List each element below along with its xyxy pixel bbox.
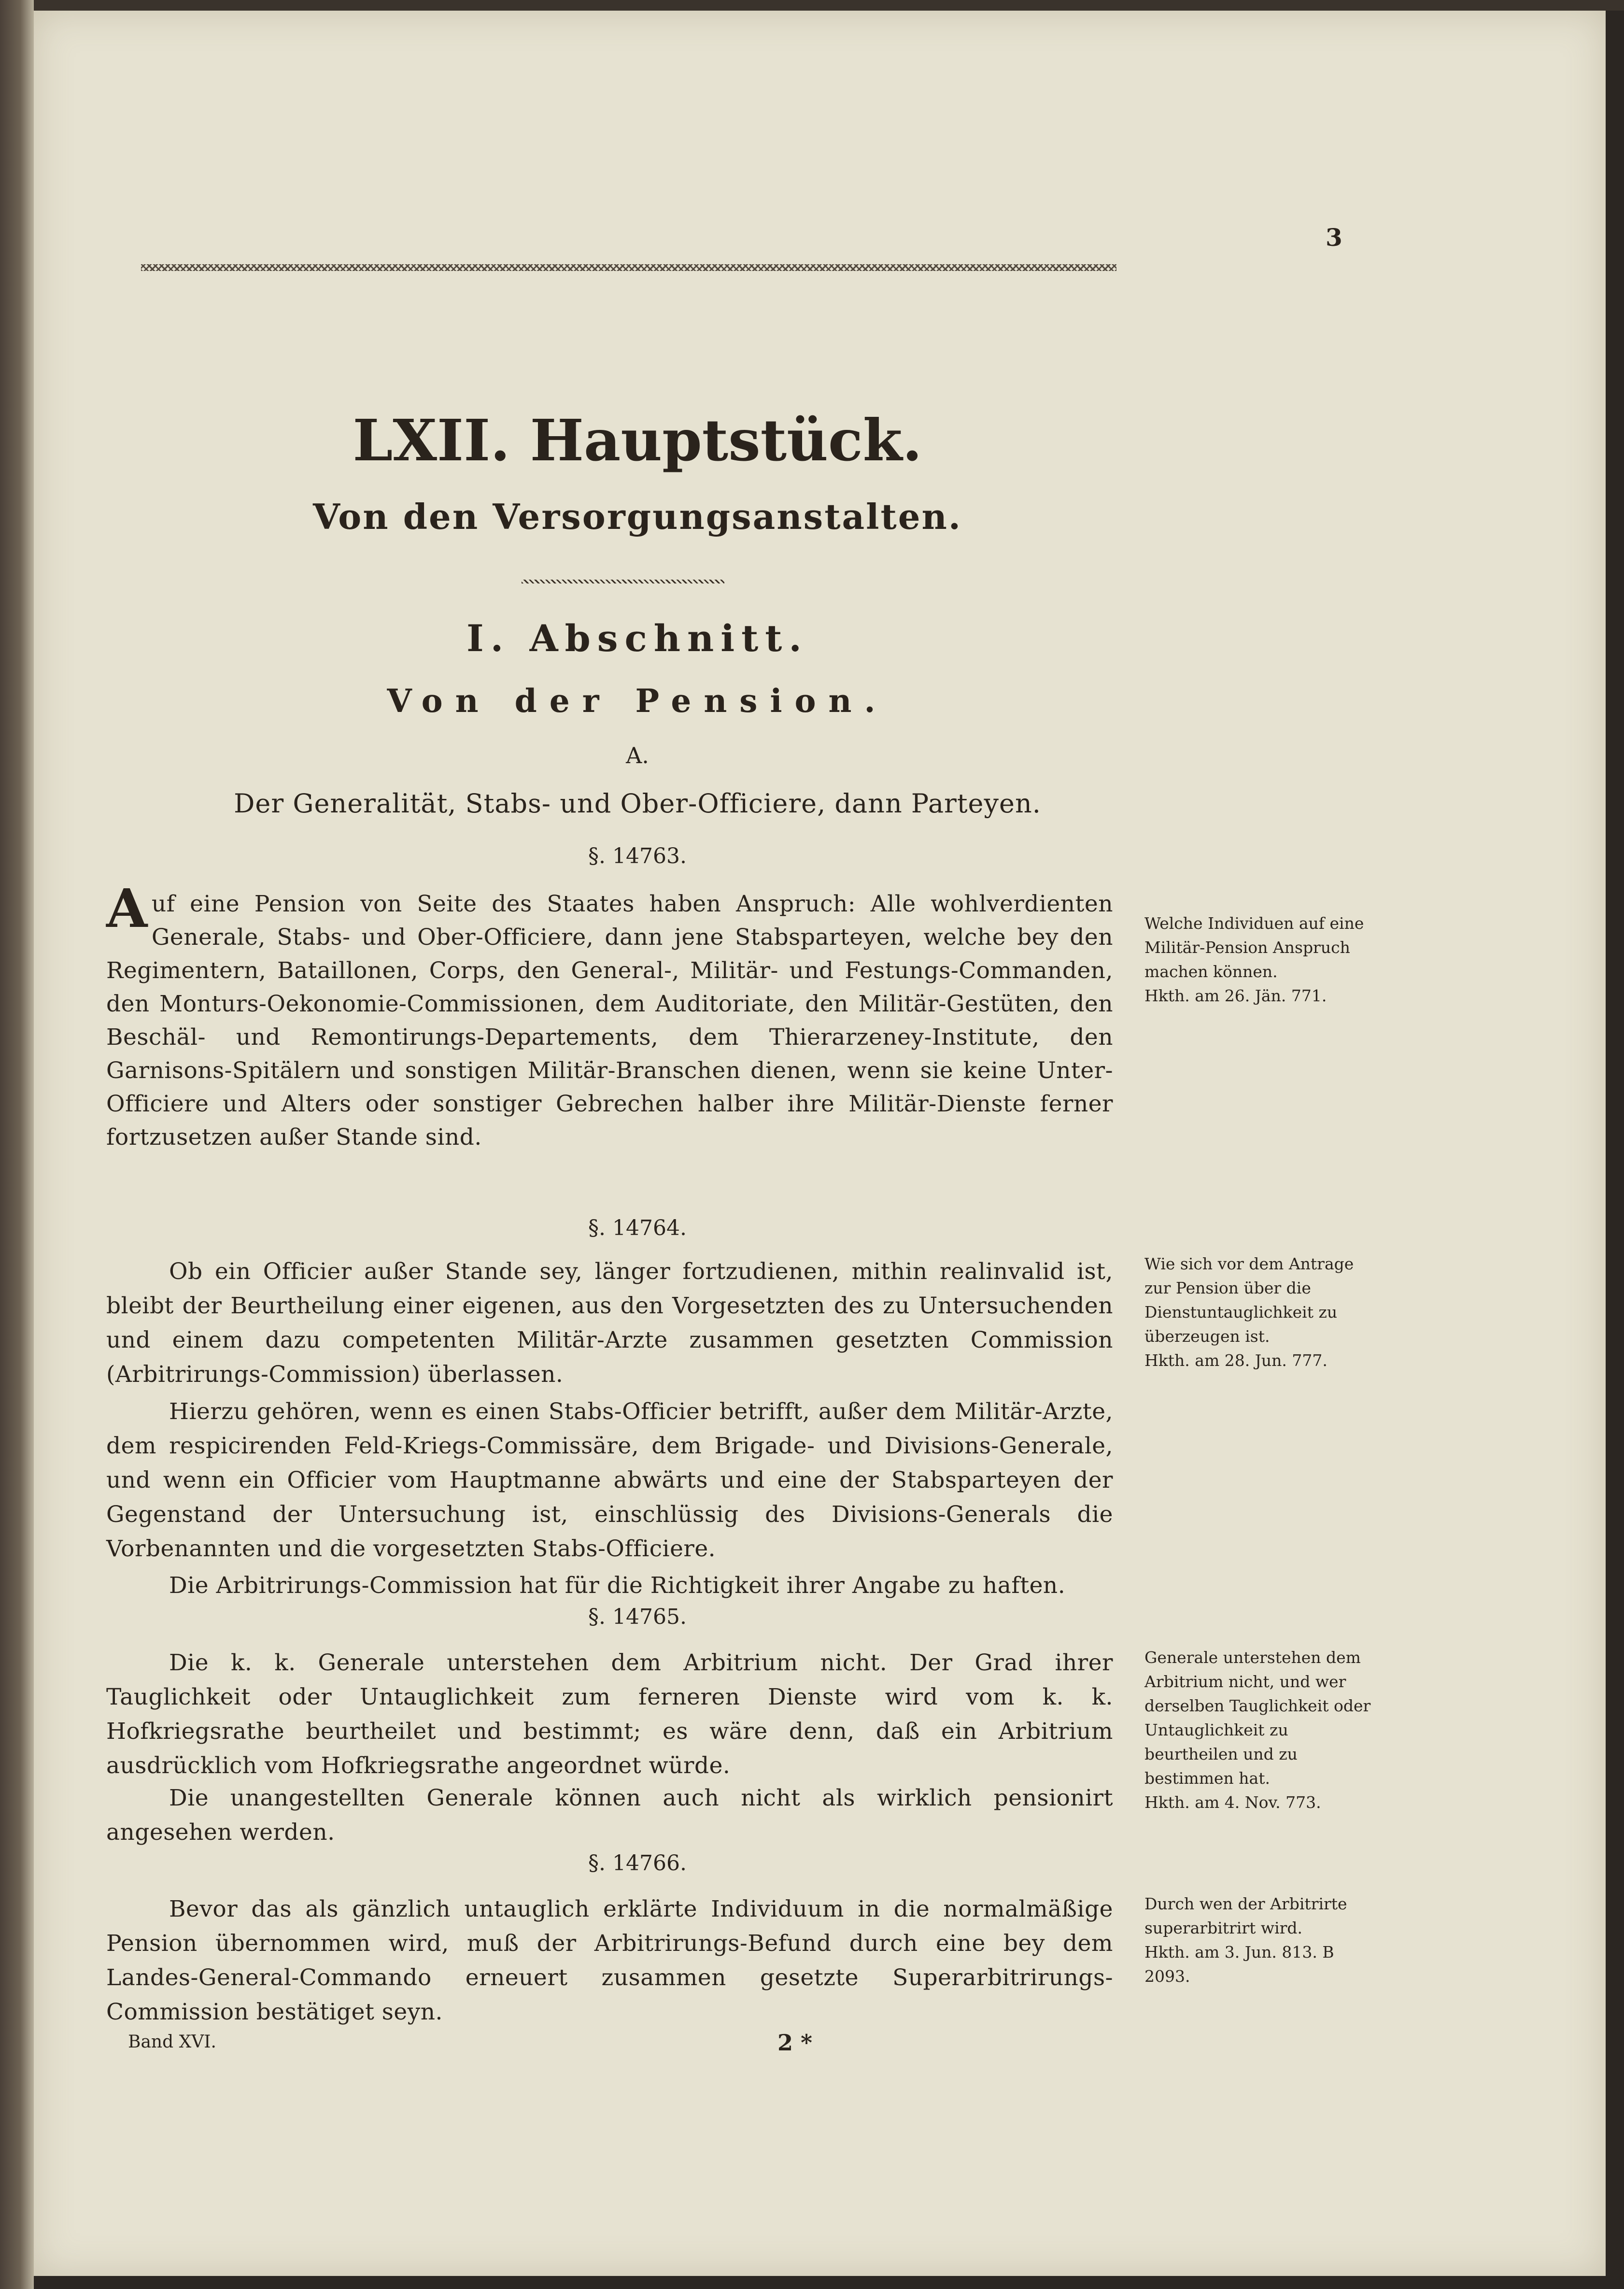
margin-note-text: Generale unterstehen dem Arbitrium nicht, und wer derselben Tauglichkeit oder Untauglichkeit zu beurtheilen und zu bestimmen hat.: [1144, 1648, 1371, 1788]
paragraph-text: Die k. k. Generale unterstehen dem Arbitrium nicht. Der Grad ihrer Tauglichkeit oder Untauglichkeit zum ferneren Dienste wird vom k. k. Hofkriegsrathe beurtheilet und bestimmt; es wäre denn, daß ein Arbitrium ausdrücklich vom Hofkriegsrathe angeordnet würde.: [106, 1649, 1113, 1779]
paragraph-text: Hierzu gehören, wenn es einen Stabs-Officier betrifft, außer dem Militär-Arzte, dem respicirenden Feld-Kriegs-Commissäre, dem Brigade- und Divisions-Generale, und wenn ein Officier vom Hauptmanne abwärts und eine der Stabsparteyen der Gegenstand der Untersuchung ist, einschlüssig des Divisions-Generals die Vorbenannten und die vorgesetzten Stabs-Officiere.: [106, 1398, 1113, 1562]
volume-label: Band XVI.: [128, 2032, 216, 2052]
book-spine-edge: [0, 0, 34, 2289]
margin-note: [1144, 911, 1376, 1008]
paragraph-text: [106, 877, 1113, 1154]
paragraph-number: §. 14765.: [588, 1605, 687, 1629]
margin-note-reference: Hkth. am 4. Nov. 773.: [1144, 1793, 1321, 1812]
margin-note: [1144, 1892, 1376, 1989]
chapter-subtitle: Von den Versorgungsanstalten.: [313, 496, 962, 537]
paragraph-text: Die unangestellten Generale können auch nicht als wirklich pensionirt angesehen werden.: [106, 1785, 1113, 1846]
page-number: 3: [1326, 223, 1342, 252]
paragraph-number: §. 14763.: [588, 844, 687, 868]
margin-note-text: Durch wen der Arbitrirte superarbitrirt wird.: [1144, 1894, 1347, 1937]
margin-note-text: Wie sich vor dem Antrage zur Pension über die Dienstuntauglichkeit zu überzeugen ist.: [1144, 1254, 1354, 1346]
paragraph-number: §. 14764.: [588, 1216, 687, 1240]
paragraph-text: Ob ein Officier außer Stande sey, länger fortzudienen, mithin realinvalid ist, bleibt der Beurtheilung einer eigenen, aus den Vorgesetzten des zu Untersuchenden und einem dazu competenten Militär-Arzte zusammen gesetzten Commission (Arbitrirungs-Commission) überlassen.: [106, 1258, 1113, 1388]
section-title: I. Abschnitt.: [466, 617, 808, 660]
margin-note-reference: Hkth. am 3. Jun. 813. B 2093.: [1144, 1943, 1334, 1986]
ornamental-rule: [522, 580, 724, 583]
margin-note: [1144, 1252, 1376, 1373]
paragraph-text: Bevor das als gänzlich untauglich erklärte Individuum in die normalmäßige Pension übernommen wird, muß der Arbitrirungs-Befund durch eine bey dem Landes-General-Commando erneuert zusammen gesetzte Superarbitrirungs-Commission bestätiget seyn.: [106, 1896, 1113, 2025]
chapter-title: LXII. Hauptstück.: [353, 407, 922, 474]
margin-note-text: Welche Individuen auf eine Militär-Pension Anspruch machen können.: [1144, 914, 1364, 981]
part-heading: Der Generalität, Stabs- und Ober-Officiere, dann Parteyen.: [234, 788, 1041, 819]
margin-note-reference: Hkth. am 26. Jän. 771.: [1144, 986, 1327, 1005]
signature-mark: 2 *: [777, 2030, 813, 2056]
section-subtitle: Von der Pension.: [387, 682, 888, 720]
paragraph-text: Die Arbitrirungs-Commission hat für die Richtigkeit ihrer Angabe zu haften.: [169, 1572, 1066, 1599]
drop-cap: A: [106, 877, 148, 939]
margin-note-reference: Hkth. am 28. Jun. 777.: [1144, 1351, 1327, 1370]
top-rule: [141, 264, 1116, 271]
margin-note: [1144, 1646, 1376, 1815]
part-letter: A.: [626, 742, 649, 768]
paragraph-body: uf eine Pension von Seite des Staates haben Anspruch: Alle wohlverdienten Generale, Stabs- und Ober-Officiere, dann jene Stabsparteyen, welche bey den Regimentern, Bataillonen, Corps, den General-, Militär- und Festungs-Commanden, den Monturs-Oekonomie-Commissionen, dem Auditoriate, den Militär-Gestüten, den Beschäl- und Remontirungs-Departements, dem Thierarzeney-Institute, den Garnisons-Spitälern und sonstigen Militär-Branschen dienen, wenn sie keine Unter-Officiere und Alters oder sonstiger Gebrechen halber ihre Militär-Dienste ferner fortzusetzen außer Stande sind.: [106, 891, 1113, 1151]
paragraph-number: §. 14766.: [588, 1851, 687, 1876]
book-page: [34, 11, 1606, 2276]
page-top-edge: [0, 0, 1624, 11]
